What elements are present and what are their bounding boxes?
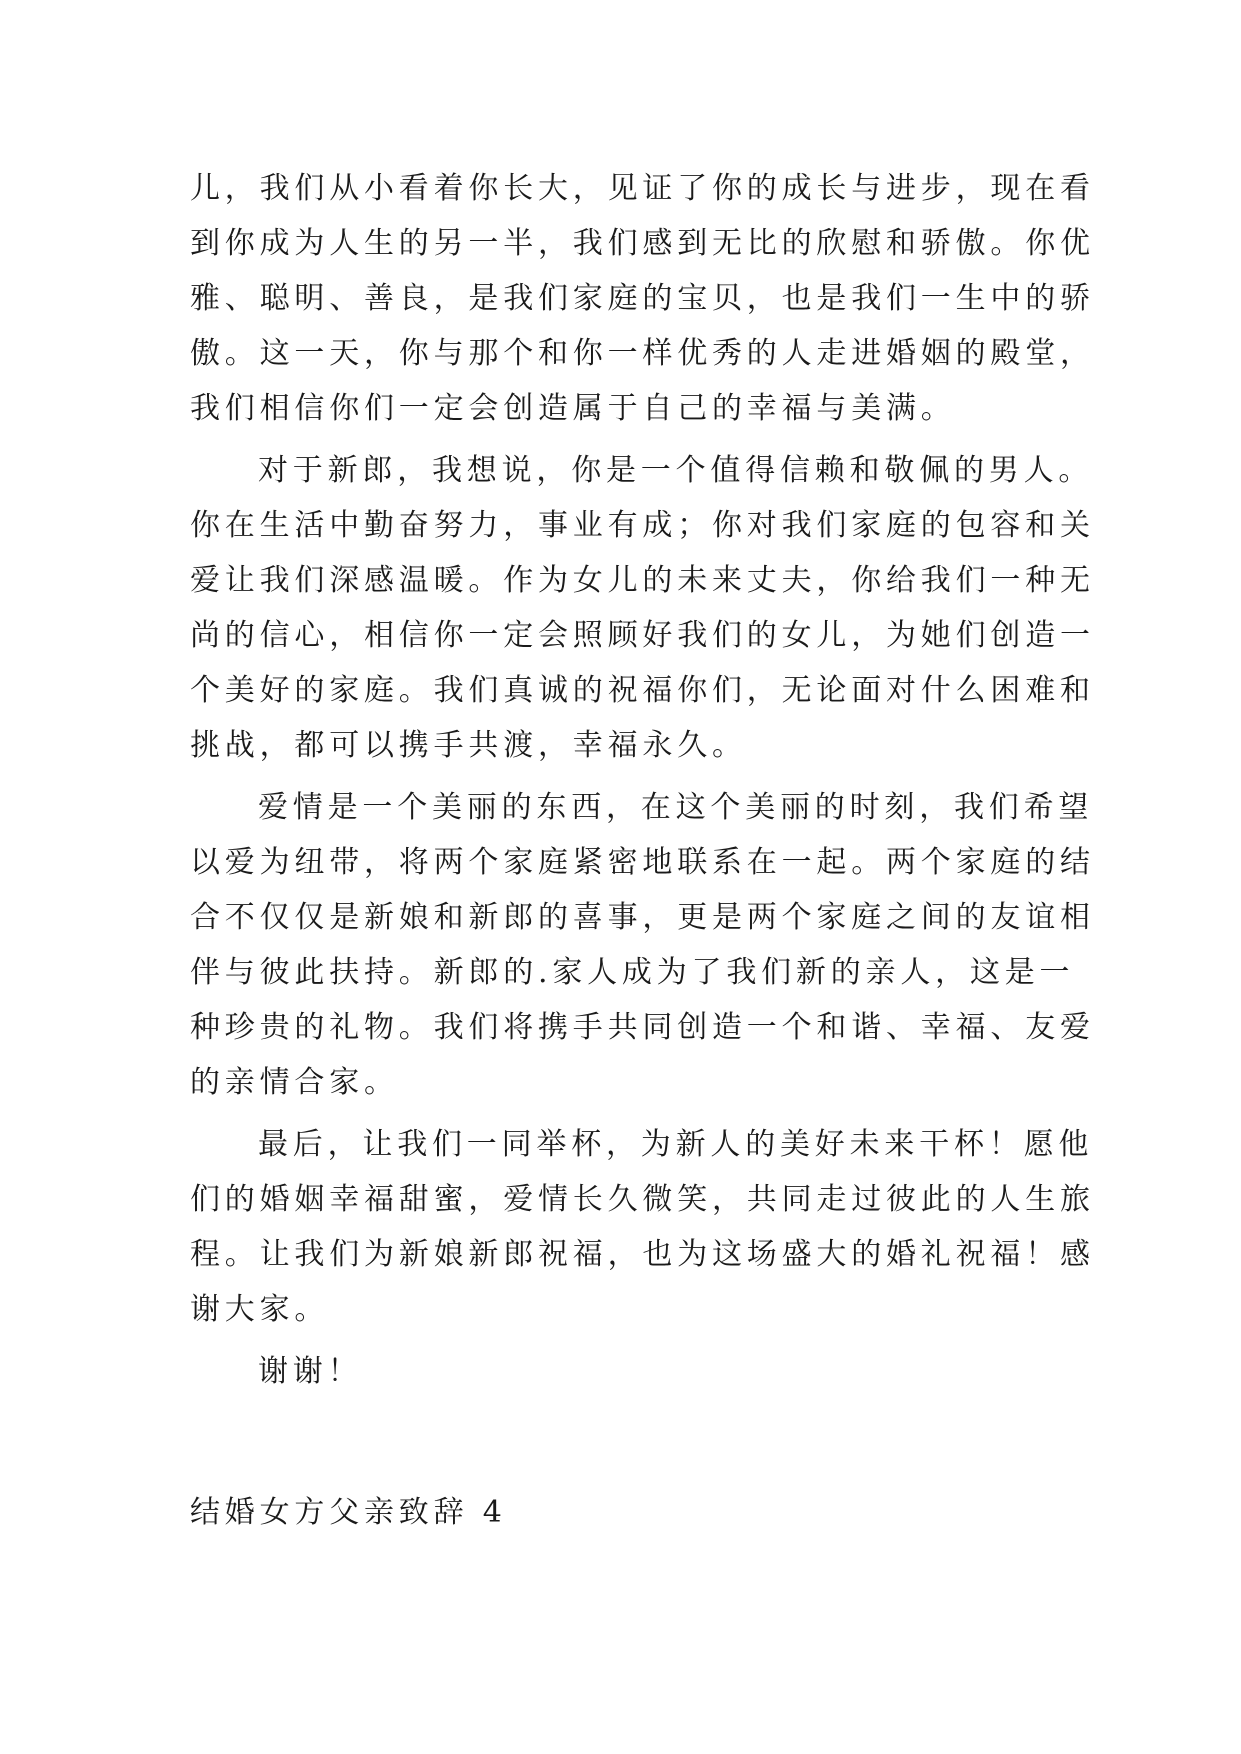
text-line: 伴与彼此扶持。新郎的.家人成为了我们新的亲人，这是一 xyxy=(190,955,1075,990)
closing-thanks: 谢谢！ xyxy=(258,1354,363,1389)
paragraph-first-line: 最后，让我们一同举杯，为新人的美好未来干杯！愿他 xyxy=(258,1127,1094,1162)
text-line: 的亲情合家。 xyxy=(190,1065,399,1100)
text-line: 程。让我们为新娘新郎祝福，也为这场盛大的婚礼祝福！感 xyxy=(190,1237,1095,1272)
section-title: 结婚女方父亲致辞 4 xyxy=(190,1495,507,1530)
text-line: 我们相信你们一定会创造属于自己的幸福与美满。 xyxy=(190,391,956,426)
text-line: 谢大家。 xyxy=(190,1292,330,1327)
text-line: 个美好的家庭。我们真诚的祝福你们，无论面对什么困难和 xyxy=(190,673,1095,708)
paragraph-first-line: 爱情是一个美丽的东西，在这个美丽的时刻，我们希望 xyxy=(258,790,1094,825)
text-line: 以爱为纽带，将两个家庭紧密地联系在一起。两个家庭的结 xyxy=(190,845,1095,880)
text-line: 你在生活中勤奋努力，事业有成；你对我们家庭的包容和关 xyxy=(190,508,1095,543)
text-line: 种珍贵的礼物。我们将携手共同创造一个和谐、幸福、友爱 xyxy=(190,1010,1095,1045)
text-line: 尚的信心，相信你一定会照顾好我们的女儿，为她们创造一 xyxy=(190,618,1095,653)
paragraph-first-line: 对于新郎，我想说，你是一个值得信赖和敬佩的男人。 xyxy=(258,453,1094,488)
text-line: 们的婚姻幸福甜蜜，爱情长久微笑，共同走过彼此的人生旅 xyxy=(190,1182,1095,1217)
text-line: 傲。这一天，你与那个和你一样优秀的人走进婚姻的殿堂， xyxy=(190,336,1095,371)
text-line: 挑战，都可以携手共渡，幸福永久。 xyxy=(190,728,747,763)
text-line: 到你成为人生的另一半，我们感到无比的欣慰和骄傲。你优 xyxy=(190,226,1095,261)
text-line: 爱让我们深感温暖。作为女儿的未来丈夫，你给我们一种无 xyxy=(190,563,1095,598)
text-line: 儿，我们从小看着你长大，见证了你的成长与进步，现在看 xyxy=(190,171,1095,206)
text-line: 雅、聪明、善良，是我们家庭的宝贝，也是我们一生中的骄 xyxy=(190,281,1095,316)
text-line: 合不仅仅是新娘和新郎的喜事，更是两个家庭之间的友谊相 xyxy=(190,900,1095,935)
